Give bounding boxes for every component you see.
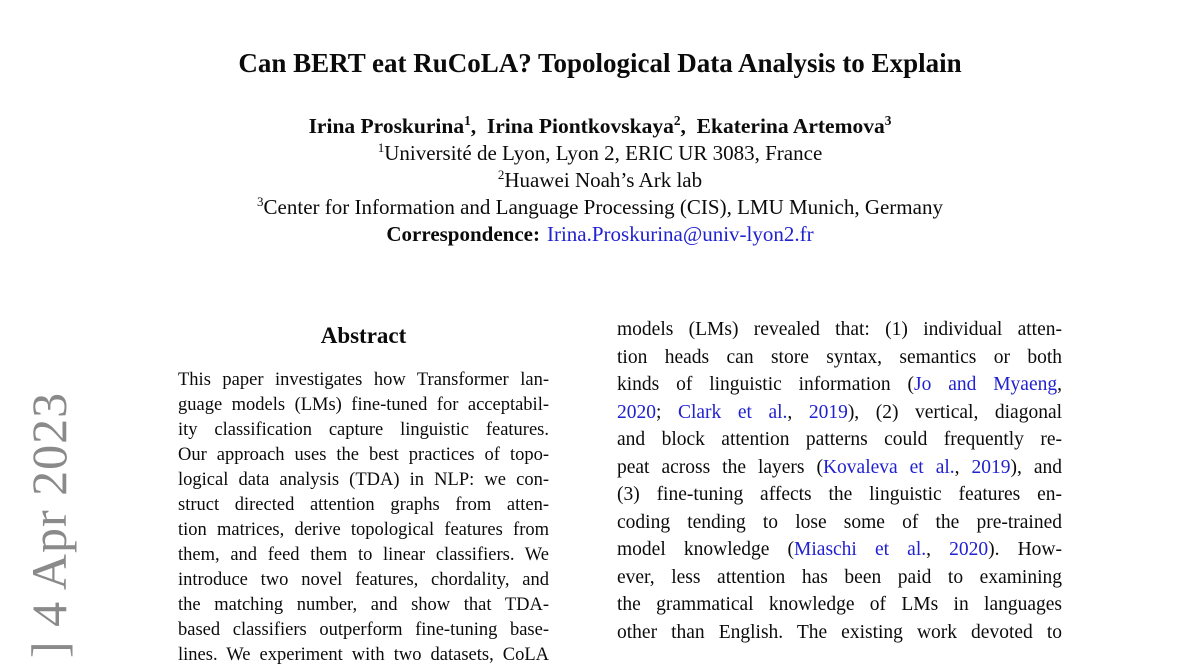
- text-segment: them, and feed them to linear classifiers. We: [178, 545, 549, 565]
- text-segment: tion heads can store syntax, semantics or both: [617, 346, 1062, 368]
- authors-line: [0, 112, 1200, 140]
- text-segment: the matching number, and show that TDA-: [178, 595, 549, 615]
- text-segment: models (LMs) revealed that: (1) individual atten-: [617, 319, 1062, 340]
- author-sup: 2: [673, 112, 681, 128]
- text-segment: other than English. The existing work devoted to: [617, 621, 1062, 643]
- text-segment: ). How-: [988, 539, 1063, 560]
- abstract-heading: Abstract: [320, 323, 407, 348]
- citation-link[interactable]: 2020: [949, 539, 989, 560]
- intro-column: [617, 316, 1062, 646]
- correspondence-label: Correspondence:: [386, 222, 540, 246]
- text-segment: tion matrices, derive topological features from: [178, 520, 549, 540]
- text-segment: based classifiers outperform fine-tuning base-: [178, 620, 549, 640]
- text-segment: peat across the layers (: [617, 456, 823, 478]
- text-line: [617, 371, 1062, 399]
- text-line: [617, 509, 1062, 537]
- page-title: Can BERT eat RuCoLA? Topological Data Analysis to Explain: [238, 48, 962, 78]
- citation-link[interactable]: Clark et al.: [677, 401, 788, 423]
- affiliation-sup: 1: [377, 140, 385, 155]
- text-line: [178, 518, 549, 543]
- author-sup: 1: [464, 112, 471, 128]
- text-line: [617, 536, 1062, 564]
- affiliation-text: Université de Lyon, Lyon 2, ERIC UR 3083, France: [384, 141, 823, 165]
- text-segment: and block attention patterns could frequently re-: [617, 429, 1062, 450]
- affiliation-line: [0, 140, 1200, 167]
- affiliation-sup: 2: [497, 167, 505, 182]
- text-line: [178, 543, 549, 568]
- text-segment: the grammatical knowledge of LMs in languages: [617, 594, 1062, 615]
- affiliation-line: [0, 167, 1200, 194]
- text-segment: Our approach uses the best practices of topo-: [178, 445, 549, 465]
- text-line: [178, 468, 549, 493]
- text-line: [178, 443, 549, 468]
- author-separator: ,: [470, 114, 487, 138]
- citation-link[interactable]: 2020: [617, 401, 656, 423]
- author-sup: 3: [884, 112, 892, 128]
- abstract-column: [178, 322, 549, 668]
- text-line: [617, 481, 1062, 509]
- affiliation-sup: 3: [257, 194, 264, 209]
- text-segment: ;: [656, 401, 678, 423]
- text-line: [617, 426, 1062, 454]
- text-segment: ity classification capture linguistic features.: [178, 420, 549, 440]
- author-separator: ,: [680, 114, 697, 138]
- text-segment: ever, less attention has been paid to examining: [617, 566, 1062, 588]
- text-line: [178, 618, 549, 643]
- text-line: [617, 591, 1062, 619]
- text-segment: lines. We experiment with two datasets, CoLA: [178, 645, 549, 665]
- text-line: [178, 593, 549, 618]
- text-line: [617, 454, 1062, 482]
- text-line: [617, 564, 1062, 592]
- text-line: [617, 399, 1062, 427]
- citation-link[interactable]: 2019: [971, 456, 1011, 478]
- text-segment: coding tending to lose some of the pre-trained: [617, 511, 1062, 533]
- text-segment: ), (2) vertical, diagonal: [847, 401, 1063, 423]
- correspondence-line: [0, 221, 1200, 248]
- arxiv-watermark: ] 4 Apr 2023: [21, 391, 77, 658]
- text-segment: ,: [787, 401, 809, 423]
- text-segment: kinds of linguistic information (: [617, 374, 915, 395]
- text-segment: ,: [954, 456, 972, 478]
- author-name: Ekaterina Artemova: [696, 114, 885, 138]
- citation-link[interactable]: Kovaleva et al.: [822, 456, 955, 478]
- author-name: Irina Piontkovskaya: [486, 114, 674, 138]
- text-segment: ,: [926, 539, 950, 560]
- text-line: [178, 393, 549, 418]
- text-line: [617, 344, 1062, 372]
- correspondence-email-link[interactable]: Irina.Proskurina@univ-lyon2.fr: [546, 222, 814, 246]
- affiliations-block: [0, 140, 1200, 248]
- abstract-body: [178, 368, 549, 668]
- text-segment: ), and: [1010, 456, 1062, 478]
- text-line: [617, 316, 1062, 344]
- text-line: [178, 643, 549, 668]
- citation-link[interactable]: Jo and Myaeng: [914, 374, 1058, 395]
- text-line: [178, 418, 549, 443]
- text-segment: struct directed attention graphs from atten-: [178, 495, 549, 515]
- text-segment: This paper investigates how Transformer lan-: [178, 370, 549, 390]
- affiliation-line: [0, 194, 1200, 221]
- text-segment: model knowledge (: [617, 539, 795, 560]
- text-segment: (3) fine-tuning affects the linguistic features en-: [617, 484, 1062, 505]
- text-segment: guage models (LMs) fine-tuned for acceptabil-: [178, 395, 549, 415]
- citation-link[interactable]: Miaschi et al.: [794, 539, 927, 560]
- affiliation-text: Center for Information and Language Processing (CIS), LMU Munich, Germany: [263, 195, 943, 219]
- text-line: [178, 368, 549, 393]
- text-line: [178, 493, 549, 518]
- text-segment: logical data analysis (TDA) in NLP: we con-: [178, 470, 549, 490]
- text-segment: introduce two novel features, chordality, and: [178, 570, 549, 590]
- affiliation-text: Huawei Noah’s Ark lab: [504, 168, 703, 192]
- text-line: [617, 619, 1062, 647]
- text-line: [178, 568, 549, 593]
- citation-link[interactable]: 2019: [808, 401, 848, 423]
- author-name: Irina Proskurina: [308, 114, 465, 138]
- text-segment: ,: [1057, 374, 1062, 395]
